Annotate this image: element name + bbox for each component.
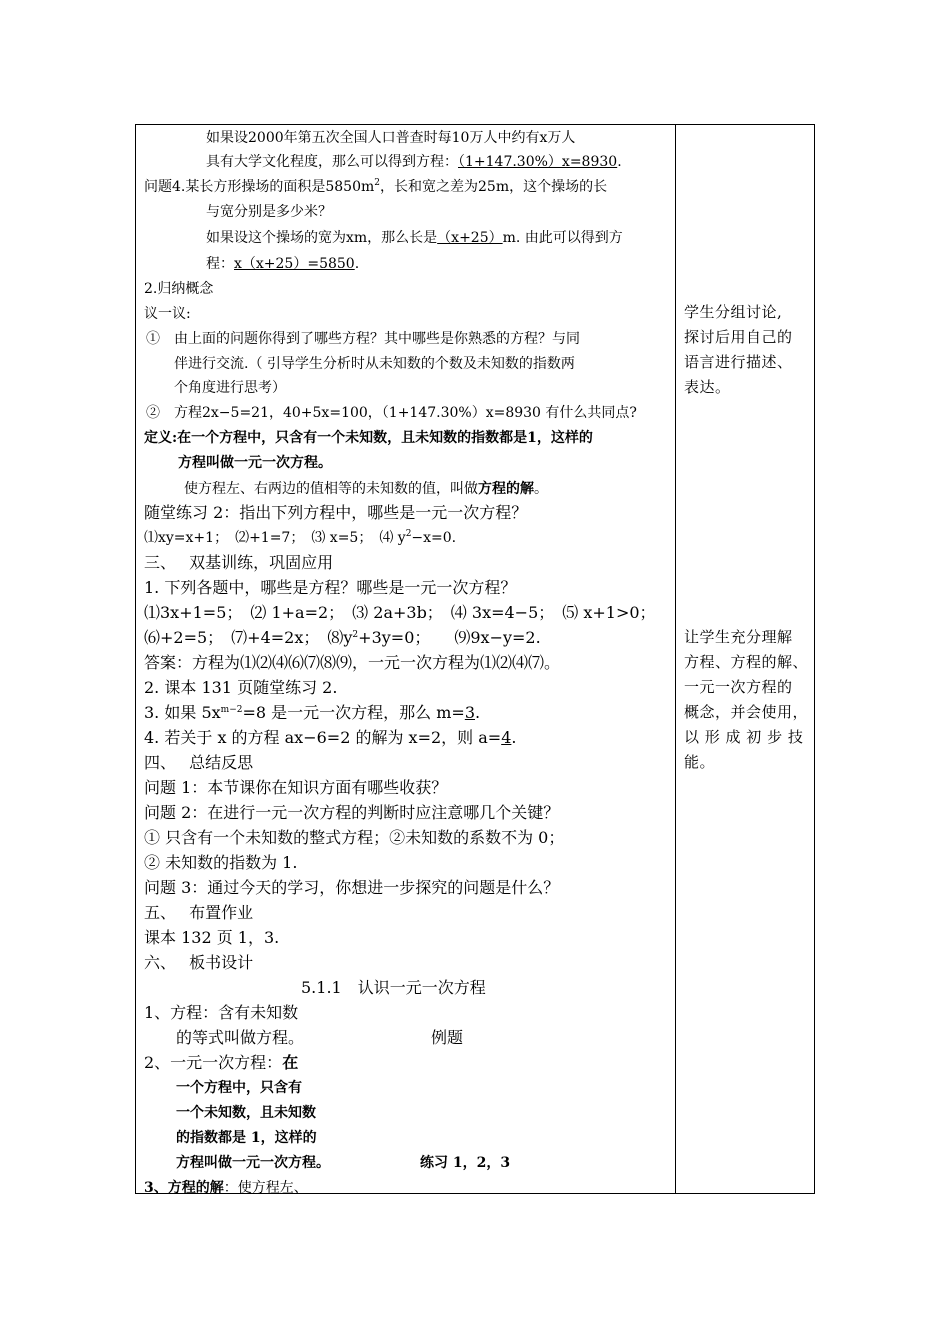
exercise-items: ⑴3x+1=5； ⑵ 1+a=2； ⑶ 2a+3b； ⑷ 3x=4−5； ⑸ x+1>0； bbox=[144, 603, 656, 622]
paragraph-line: 程：x（x+25）=5850. bbox=[206, 256, 360, 272]
discussion-item: ② 方程2x−5=21，40+5x=100，（1+147.30%）x=8930 有什么共同点? bbox=[146, 405, 637, 421]
board-line: 一个未知数，且未知数 bbox=[176, 1105, 316, 1121]
board-line: 的等式叫做方程。 bbox=[176, 1028, 305, 1047]
answer-blank: 3 bbox=[464, 703, 475, 722]
section-heading: 五、 布置作业 bbox=[144, 903, 254, 922]
answer-blank: （x+25） bbox=[437, 230, 503, 246]
definition: 定义:在一个方程中，只含有一个未知数，且未知数的指数都是1，这样的 bbox=[144, 430, 593, 446]
practice-items: ⑴xy=x+1； ⑵+1=7； ⑶ x=5； ⑷ $y^2-x=0$. bbox=[144, 529, 457, 546]
paragraph-line: 议一议: bbox=[144, 306, 191, 322]
section-heading: 三、 双基训练，巩固应用 bbox=[144, 553, 334, 572]
board-line: 方程叫做一元一次方程。 bbox=[176, 1155, 330, 1171]
homework-line: 课本 132 页 1，3. bbox=[144, 928, 280, 947]
note-line: 概念，并会使用， bbox=[684, 703, 809, 721]
exercise-line: 3. 如果 $5x^{m-2}=8$ 是一元一次方程，那么 m=3. bbox=[144, 703, 481, 722]
paragraph-line: 具有大学文化程度，那么可以得到方程：（1+147.30%）x=8930. bbox=[206, 154, 622, 170]
paragraph-line: 如果设这个操场的宽为xm，那么长是（x+25）m. 由此可以得到方 bbox=[206, 230, 623, 246]
question-4: 问题4.某长方形操场的面积是$5850m^2$，长和宽之差为25m，这个操场的长 bbox=[144, 178, 608, 195]
definition: 方程叫做一元一次方程。 bbox=[178, 455, 332, 471]
practice-heading: 随堂练习 2：指出下列方程中，哪些是一元一次方程？ bbox=[144, 503, 528, 522]
exercise-line: 4. 若关于 x 的方程 ax−6=2 的解为 x=2，则 a=4. bbox=[144, 728, 517, 747]
board-line: 的指数都是 1，这样的 bbox=[176, 1130, 317, 1146]
board-practice-label: 练习 1，2，3 bbox=[420, 1155, 511, 1171]
lesson-table bbox=[135, 124, 815, 1194]
answer-blank: （1+147.30%）x=8930 bbox=[458, 154, 618, 170]
note-line: 方程、方程的解、 bbox=[684, 653, 809, 671]
section-heading: 六、 板书设计 bbox=[144, 953, 254, 972]
note-line: 以 形 成 初 步 技 bbox=[684, 728, 804, 746]
paragraph-line: 如果设2000年第五次全国人口普查时每10万人中约有x万人 bbox=[206, 130, 576, 146]
discussion-item: ① 由上面的问题你得到了哪些方程？其中哪些是你熟悉的方程？与同 bbox=[146, 331, 580, 347]
paragraph-line: 伴进行交流.（ 引导学生分析时从未知数的个数及未知数的指数两 bbox=[174, 356, 575, 372]
note-line: 学生分组讨论, bbox=[684, 303, 783, 321]
board-line: 2、一元一次方程：在 bbox=[144, 1053, 299, 1072]
note-line: 能。 bbox=[684, 753, 716, 771]
answer-blank: 4 bbox=[501, 728, 512, 747]
reflection-line: 问题 1：本节课你在知识方面有哪些收获？ bbox=[144, 778, 448, 797]
note-line: 一元一次方程的 bbox=[684, 678, 793, 696]
section-heading: 四、 总结反思 bbox=[144, 753, 254, 772]
note-line: 让学生充分理解 bbox=[684, 628, 793, 646]
answer-line: 答案：方程为⑴⑵⑷⑹⑺⑻⑼，一元一次方程为⑴⑵⑷⑺。 bbox=[144, 653, 561, 672]
board-example-label: 例题 bbox=[431, 1028, 464, 1047]
board-line: 3、方程的解：使方程左、 bbox=[144, 1180, 308, 1196]
answer-blank: x（x+25）=5850 bbox=[234, 256, 355, 272]
paragraph-line: 个角度进行思考） bbox=[174, 380, 286, 396]
note-line: 探讨后用自己的 bbox=[684, 328, 793, 346]
paragraph-line: 与宽分别是多少米？ bbox=[206, 204, 332, 220]
column-divider bbox=[675, 125, 676, 1193]
exercise-items: ⑹+2=5； ⑺+4=2x； $⑻y^2+3y=0$； ⑼9x−y=2. bbox=[144, 628, 541, 647]
reflection-line: 问题 3：通过今天的学习，你想进一步探究的问题是什么？ bbox=[144, 878, 560, 897]
board-line: 一个方程中，只含有 bbox=[176, 1080, 302, 1096]
note-line: 语言进行描述、 bbox=[684, 353, 793, 371]
paragraph-line: 使方程左、右两边的值相等的未知数的值，叫做方程的解。 bbox=[184, 481, 548, 497]
reflection-line: ② 未知数的指数为 1. bbox=[144, 853, 298, 872]
section-heading: 2.归纳概念 bbox=[144, 281, 214, 297]
reflection-line: ① 只含有一个未知数的整式方程；②未知数的系数不为 0； bbox=[144, 828, 565, 847]
note-line: 表达。 bbox=[684, 378, 731, 396]
exercise-line: 1. 下列各题中，哪些是方程？哪些是一元一次方程？ bbox=[144, 578, 517, 597]
board-title: 5.1.1 认识一元一次方程 bbox=[301, 978, 486, 997]
board-line: 1、方程：含有未知数 bbox=[144, 1003, 299, 1022]
reflection-line: 问题 2：在进行一元一次方程的判断时应注意哪几个关键？ bbox=[144, 803, 560, 822]
exercise-line: 2. 课本 131 页随堂练习 2. bbox=[144, 678, 338, 697]
